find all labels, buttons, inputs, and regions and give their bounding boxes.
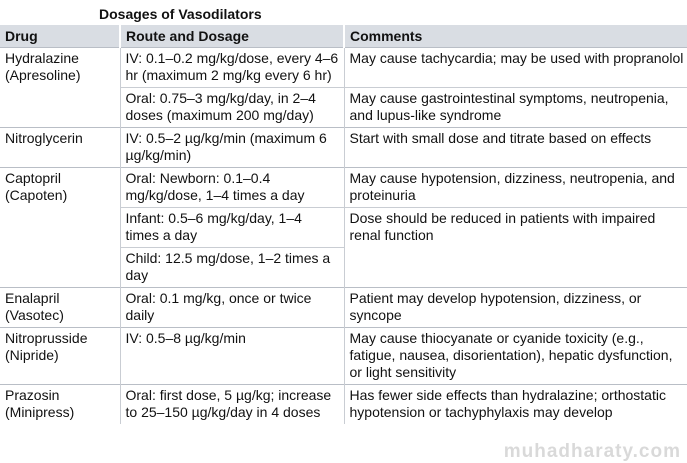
header-row <box>0 25 687 48</box>
comment-line: fatigue, nausea, disorientation), hepatic dysfunction, <box>349 347 673 363</box>
watermark-logo: muhadharaty.com <box>503 441 681 462</box>
header-route: Route and Dosage <box>120 25 344 48</box>
comment-cell <box>344 208 687 288</box>
table-row <box>0 128 687 168</box>
comment-line: proteinuria <box>349 187 416 203</box>
drug-cell: Nitroglycerin <box>0 128 120 168</box>
comment-cell <box>344 88 687 128</box>
route-cell: IV: 0.5–8 µg/kg/min <box>120 328 344 385</box>
comment-line: syncope <box>349 307 402 323</box>
comment-line: May cause hypotension, dizziness, neutropenia, and <box>349 170 675 186</box>
table-row <box>0 288 687 328</box>
comment-cell <box>344 288 687 328</box>
comment-line: May cause gastrointestinal symptoms, neutropenia, <box>349 90 669 106</box>
comment-line: and lupus-like syndrome <box>349 107 502 123</box>
route-cell: Oral: 0.1 mg/kg, once or twice daily <box>120 288 344 328</box>
comment-cell: Start with small dose and titrate based on effects <box>344 128 687 168</box>
drug-cell: Nitroprusside (Nipride) <box>0 328 120 385</box>
vasodilator-dosage-table <box>0 25 687 424</box>
route-cell: Child: 12.5 mg/dose, 1–2 times a day <box>120 248 344 288</box>
route-cell: Oral: Newborn: 0.1–0.4 mg/kg/dose, 1–4 times a day <box>120 168 344 208</box>
comment-line: Patient may develop hypotension, dizziness, or <box>349 290 642 306</box>
header-comments: Comments <box>344 25 687 48</box>
route-cell: IV: 0.5–2 µg/kg/min (maximum 6 µg/kg/min) <box>120 128 344 168</box>
comment-line: May cause thiocyanate or cyanide toxicity (e.g., <box>349 330 644 346</box>
header-drug: Drug <box>0 25 120 48</box>
route-cell: Infant: 0.5–6 mg/kg/day, 1–4 times a day <box>120 208 344 248</box>
table-row <box>0 328 687 385</box>
comment-cell: May cause tachycardia; may be used with propranolol <box>344 48 687 88</box>
comment-line: renal function <box>349 227 434 243</box>
table-row <box>0 48 687 88</box>
comment-cell <box>344 168 687 208</box>
comment-line: Dose should be reduced in patients with impaired <box>349 210 656 226</box>
drug-cell: Enalapril (Vasotec) <box>0 288 120 328</box>
drug-cell: Captopril (Capoten) <box>0 168 120 288</box>
table-row <box>0 385 687 425</box>
drug-cell: Prazosin (Minipress) <box>0 385 120 425</box>
table-title: Dosages of Vasodilators <box>99 6 262 22</box>
comment-cell <box>344 385 687 425</box>
route-cell: Oral: first dose, 5 µg/kg; increase to 25–150 µg/kg/day in 4 doses <box>120 385 344 425</box>
comment-line: or light sensitivity <box>349 364 457 380</box>
drug-cell: Hydralazine (Apresoline) <box>0 48 120 128</box>
comment-line: hypotension or tachyphylaxis may develop <box>349 404 613 420</box>
table-row <box>0 168 687 208</box>
route-cell: IV: 0.1–0.2 mg/kg/dose, every 4–6 hr (maximum 2 mg/kg every 6 hr) <box>120 48 344 88</box>
comment-line: Has fewer side effects than hydralazine; orthostatic <box>349 387 666 403</box>
comment-cell <box>344 328 687 385</box>
route-cell: Oral: 0.75–3 mg/kg/day, in 2–4 doses (maximum 200 mg/day) <box>120 88 344 128</box>
